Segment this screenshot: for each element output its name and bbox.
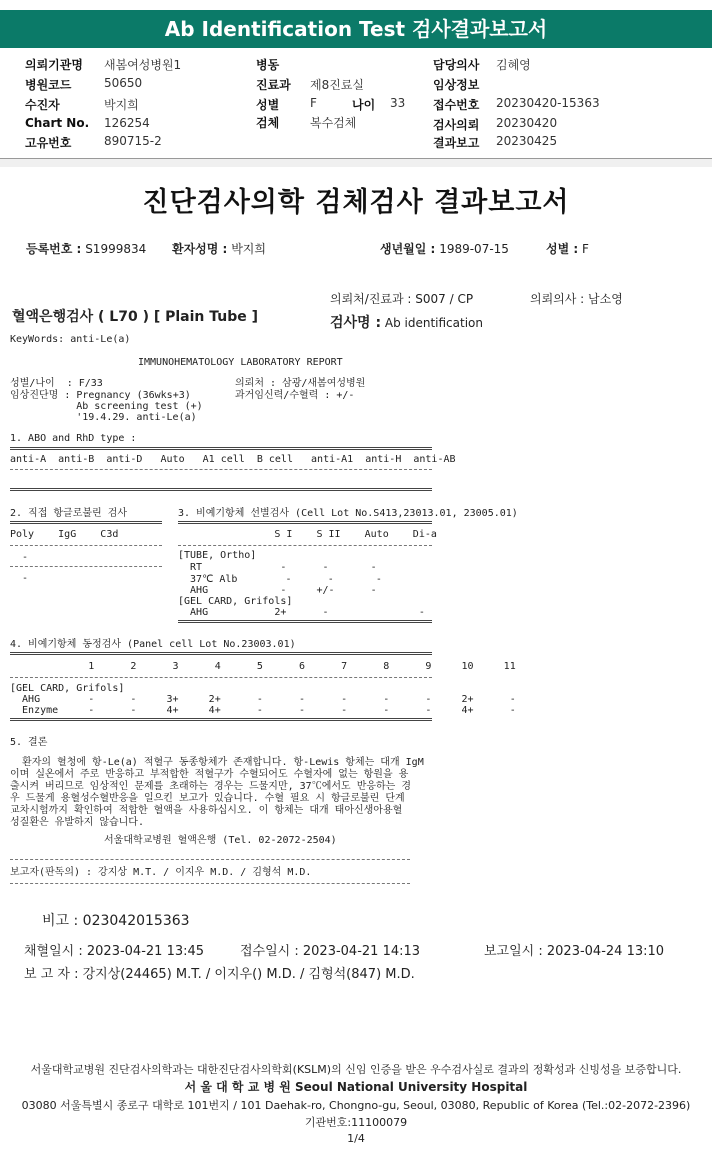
page-number: 1/4 (347, 1132, 365, 1145)
footer-address: 03080 서울특별시 종로구 대학로 101번지 / 101 Daehak-ro, Chongno-gu, Seoul, 03080, Republic of Korea (Tel.:02-2072-2396) (21, 1099, 691, 1112)
sex-age: 성별/나이 : F/33 (10, 378, 103, 389)
rule (10, 566, 162, 567)
hospital-label: 의뢰기관명 (25, 58, 83, 72)
rule (10, 718, 432, 721)
unique-value: 890715-2 (104, 134, 162, 148)
note (42, 910, 190, 930)
note-value: 023042015363 (82, 913, 190, 929)
conclusion-line-2: 이며 실온에서 주로 반응하고 부적합한 적혈구가 수혈되어도 수혈자에 없는 항원을 용 (10, 769, 409, 780)
received-value: 2023-04-21 14:13 (302, 944, 421, 959)
receipt-value: 20230420-15363 (496, 96, 600, 110)
document-title: 진단검사의학 검체검사 결과보고서 (142, 187, 570, 218)
chart-value: 126254 (104, 116, 150, 130)
abo-columns: anti-A anti-B anti-D Auto A1 cell B cell anti-A1 anti-H anti-AB (10, 454, 456, 465)
dat-value-2: - (10, 573, 29, 584)
section-dat: 2. 직접 항글로불린 검사 (10, 508, 128, 519)
final-reporter-label: 보 고 자 : (24, 967, 79, 982)
final-reporter-value: 강지상(24465) M.T. / 이지우() M.D. / 김형석(847) M.D. (82, 967, 415, 982)
registration-number (26, 240, 146, 257)
screening-row-ahg: AHG - +/- - (178, 585, 377, 596)
patient-sex (546, 240, 589, 257)
transfusion-history: 과거임신력/수혈력 : +/- (235, 390, 355, 401)
report-banner: Ab Identification Test 검사결과보고서 (0, 10, 712, 48)
received-label: 접수일시 : (240, 944, 299, 959)
conclusion-line-5: 교차시험까지 확인하여 적합한 혈액을 사용하십시오. 이 항체는 대개 태아신생아용혈 (10, 805, 403, 816)
panel-row-gel: [GEL CARD, Grifols] (10, 683, 125, 694)
reported-value: 2023-04-24 13:10 (546, 944, 665, 959)
conclusion-line-4: 우 드물게 용혈성수혈반응을 일으킨 보고가 있습니다. 수혈 필요 시 항글로불린 단계 (10, 793, 405, 804)
dob-label: 생년월일 : (380, 242, 436, 256)
report-date-value: 20230425 (496, 134, 558, 148)
section-conclusion: 5. 결론 (10, 737, 48, 748)
sex-value: F (310, 96, 317, 110)
unique-label: 고유번호 (25, 136, 72, 150)
screening-row-alb: 37℃ Alb - - - (178, 574, 382, 585)
certification-note: 서울대학교병원 진단검사의학과는 대한진단검사의학회(KSLM)의 신임 인증을 받은 우수검사실로 결과의 정확성과 신빙성을 보증합니다. (30, 1063, 682, 1076)
header-info (0, 50, 712, 158)
hospital-value: 새봄여성병원1 (104, 58, 182, 72)
section-screening: 3. 비예기항체 선별검사 (Cell Lot No.S413,23013.01, 23005.01) (178, 508, 518, 519)
name-label: 환자성명 : (172, 242, 228, 256)
reported-time (484, 940, 664, 959)
dept-value: 제8진료실 (310, 78, 365, 92)
birth-date (380, 240, 509, 257)
page-gap (0, 159, 712, 167)
report-signers: 보고자(판독의) : 강지상 M.T. / 이지우 M.D. / 김형석 M.D. (10, 867, 312, 878)
rule (178, 521, 432, 524)
keywords: KeyWords: anti-Le(a) (10, 334, 131, 345)
screening-row-rt: RT - - - (178, 562, 377, 573)
name-value: 박지희 (231, 242, 266, 256)
institution-number: 기관번호:11100079 (304, 1116, 408, 1129)
conclusion-line-3: 출시켜 버리므로 임상적인 문제를 초래하는 경우는 드물지만, 37℃에서도 반응하는 경 (10, 781, 412, 792)
clinical-label: 임상정보 (433, 78, 480, 92)
age-label: 나이 (352, 98, 376, 112)
rule (10, 652, 432, 655)
rule (10, 677, 432, 678)
section-abo: 1. ABO and RhD type : (10, 433, 137, 444)
panel-row-ahg: AHG - - 3+ 2+ - - - - - 2+ - (10, 694, 516, 705)
note-label: 비고 : (42, 913, 79, 929)
collector-value: 박지희 (104, 98, 139, 112)
reg-label: 등록번호 : (26, 242, 82, 256)
reported-label: 보고일시 : (484, 944, 543, 959)
blood-bank-contact: 서울대학교병원 혈액은행 (Tel. 02-2072-2504) (104, 835, 337, 846)
doctor-label: 담당의사 (433, 58, 480, 72)
screening-row-gel-ahg: AHG 2+ - - (178, 607, 425, 618)
diagnosis-line-3: '19.4.29. anti-Le(a) (10, 412, 197, 423)
rule (10, 545, 162, 546)
section-panel: 4. 비예기항체 동정검사 (Panel cell Lot No.23003.01) (10, 639, 296, 650)
rule (10, 447, 432, 450)
doctor-value: 김혜영 (496, 58, 531, 72)
dat-columns: Poly IgG C3d (10, 529, 119, 540)
hospcode-value: 50650 (104, 76, 143, 90)
reg-value: S1999834 (85, 242, 147, 256)
rule (10, 469, 432, 470)
specimen-label: 검체 (256, 116, 280, 130)
patient-name (172, 240, 266, 257)
psex-value: F (582, 242, 589, 256)
ward-label: 병동 (256, 58, 280, 72)
diagnosis-line-2: Ab screening test (+) (10, 401, 203, 412)
report-date-label: 결과보고 (433, 136, 480, 150)
request-label: 검사의뢰 (433, 118, 480, 132)
dat-value: - (10, 552, 29, 563)
request-value: 20230420 (496, 116, 558, 130)
final-reporter (24, 963, 415, 982)
receipt-label: 접수번호 (433, 98, 480, 112)
conclusion-line-6: 성질환은 유발하지 않습니다. (10, 817, 144, 828)
diagnosis-line-1: 임상진단명 : Pregnancy (36wks+3) (10, 390, 191, 401)
dept-label: 진료과 (256, 78, 291, 92)
test-name-value: Ab identification (384, 316, 483, 330)
test-name-label: 검사명 : (330, 315, 382, 331)
test-name (330, 312, 483, 332)
rule (10, 883, 410, 884)
specimen-value: 복수검체 (310, 116, 357, 130)
panel-columns: 1 2 3 4 5 6 7 8 9 10 11 (10, 661, 516, 672)
footer-hospital: 서 울 대 학 교 병 원 Seoul National University Hospital (184, 1080, 528, 1094)
rule (10, 859, 410, 860)
test-title: 혈액은행검사 ( L70 ) [ Plain Tube ] (12, 309, 259, 325)
collected-time (24, 940, 204, 959)
lab-report-title: IMMUNOHEMATOLOGY LABORATORY REPORT (138, 357, 343, 368)
screening-columns: S I S II Auto Di-a (178, 529, 437, 540)
psex-label: 성별 : (546, 242, 579, 256)
screening-row-tube: [TUBE, Ortho] (178, 550, 257, 561)
dob-value: 1989-07-15 (439, 242, 509, 256)
rule (178, 545, 432, 546)
age-value: 33 (390, 96, 406, 110)
received-time (240, 940, 420, 959)
screening-row-gel: [GEL CARD, Grifols] (178, 596, 293, 607)
referrer-dept: 의뢰처/진료과 : S007 / CP (330, 292, 474, 306)
hospcode-label: 병원코드 (25, 78, 72, 92)
conclusion-line-1: 환자의 혈청에 항-Le(a) 적혈구 동종항체가 존재합니다. 항-Lewis 항체는 대개 IgM (10, 757, 424, 768)
rule (10, 488, 432, 491)
collected-label: 채혈일시 : (24, 944, 83, 959)
panel-row-enzyme: Enzyme - - 4+ 4+ - - - - - 4+ - (10, 705, 516, 716)
collected-value: 2023-04-21 13:45 (86, 944, 205, 959)
collector-label: 수진자 (25, 98, 60, 112)
sex-label: 성별 (256, 98, 280, 112)
chart-label: Chart No. (25, 116, 90, 130)
rule (10, 521, 162, 524)
report-referrer: 의뢰처 : 삼광/새봄여성병원 (235, 378, 366, 389)
referring-doctor: 의뢰의사 : 남소영 (530, 292, 623, 306)
rule (178, 620, 432, 623)
